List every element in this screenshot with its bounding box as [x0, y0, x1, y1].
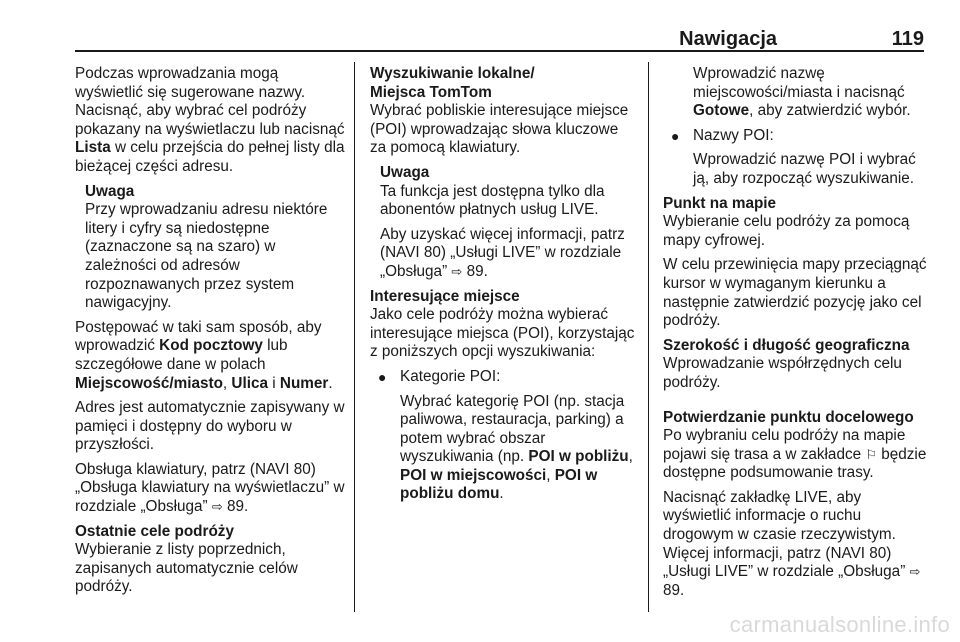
paragraph-coordinates: Wprowadzanie współrzędnych celu podróży. — [663, 355, 902, 391]
note-text: Ta funkcja jest dostępna tylko dla abonentów płatnych usług LIVE. — [380, 182, 605, 219]
heading-coordinates: Szerokość i długość geograficzna — [663, 336, 910, 354]
column-2 — [370, 65, 638, 510]
text: Aby uzyskać więcej informacji, patrz (NAVI 80) „Usługi LIVE” w rozdziale „Obsługa” — [380, 225, 625, 280]
text: Wprowadzić nazwę miejscowości/miasta i nacisnąć — [693, 65, 905, 101]
column-1 — [75, 65, 345, 603]
page-ref: 89. — [466, 262, 488, 280]
header-divider — [75, 50, 924, 52]
column-divider-2 — [648, 62, 649, 612]
text: Po wybraniu celu podróży na mapie pojawi się trasa a w zakładce — [663, 427, 906, 463]
text: . — [328, 374, 333, 392]
page-ref: 89. — [227, 498, 249, 516]
bullet-icon: ● — [671, 127, 680, 144]
text: Wybrać kategorię POI (np. stacja paliwowa, restauracja, parking) a potem wybrać obszar wyszukiwania (np. — [400, 392, 625, 466]
watermark: carmanualsonline.info — [729, 612, 950, 637]
bold-term: POI w miejscowości — [400, 466, 547, 484]
bold-term: POI w pobliżu — [528, 448, 629, 466]
page-number: 119 — [891, 28, 924, 50]
bullet-text — [370, 393, 638, 505]
bullet-title: Kategorie POI: — [400, 367, 501, 385]
note-text: Przy wprowadzaniu adresu niektóre litery i cyfry są niedostępne (zaznaczone są na szaro) w zależności od adresów rozpoznawanych przez system nawigacyjny. — [85, 201, 328, 312]
page-ref-arrow-icon: ⇨ — [211, 499, 223, 515]
paragraph-poi: Jako cele podróży można wybierać interesujące miejsca (POI), korzystając z poniższych opcji wyszukiwania: — [370, 306, 635, 361]
text: , aby zatwierdzić wybór. — [749, 102, 911, 120]
flag-icon: ⚐ — [865, 446, 878, 462]
note-text-2 — [380, 226, 638, 282]
text: , — [222, 374, 232, 392]
bold-term-lista: Lista — [75, 139, 111, 157]
heading-recent-destinations: Ostatnie cele podróży — [75, 522, 234, 540]
page-section-title: Nawigacja — [679, 28, 777, 50]
paragraph-postal — [75, 319, 345, 393]
bold-term: POI w pobliżu domu — [400, 466, 598, 503]
paragraph-keyboard — [75, 461, 345, 517]
page-ref: 89. — [663, 581, 685, 599]
paragraph-map: Wybieranie celu podróży za pomocą mapy cyfrowej. — [663, 213, 910, 249]
heading-confirm: Potwierdzanie punktu docelowego — [663, 408, 914, 426]
text: . — [499, 485, 504, 503]
text: Podczas wprowadzania mogą wyświetlić się sugerowane nazwy. Nacisnąć, aby wybrać cel podróży pokazany na wyświetlaczu lub nacisnąć — [75, 65, 345, 138]
note-heading: Uwaga — [380, 163, 430, 181]
bold-term: Numer — [279, 374, 329, 392]
paragraph-local-search: Wybrać pobliskie interesujące miejsce (POI) wprowadzając słowa kluczowe za pomocą klawiatury. — [370, 102, 629, 157]
bullet-text-continued — [663, 65, 928, 121]
paragraph-recent: Wybieranie z listy poprzednich, zapisanych automatycznie celów podróży. — [75, 541, 298, 596]
bullet-icon: ● — [378, 368, 387, 385]
heading-map-point: Punkt na mapie — [663, 194, 777, 212]
column-3 — [663, 65, 928, 606]
paragraph-autosave: Adres jest automatycznie zapisywany w pamięci i dostępny do wyboru w przyszłości. — [75, 399, 345, 454]
bold-term: Miejscowość/miasto — [75, 374, 223, 392]
paragraph-map-scroll: W celu przewinięcia mapy przeciągnąć kursor w wymaganym kierunku a następnie zatwierdzić pozycję jako cel podróży. — [663, 256, 927, 330]
text: Postępować w taki sam sposób, aby wprowadzić — [75, 318, 322, 355]
text: Obsługa klawiatury, patrz (NAVI 80) „Obsługa klawiatury na wyświetlaczu” w rozdziale „Obsługa” — [75, 460, 345, 516]
bold-term-gotowe: Gotowe — [693, 102, 750, 120]
heading-poi: Interesujące miejsce — [370, 287, 520, 305]
page-ref-arrow-icon: ⇨ — [451, 263, 463, 279]
text: , — [546, 466, 555, 484]
note-heading: Uwaga — [85, 182, 135, 200]
text: będzie dostępne podsumowanie trasy. — [663, 445, 927, 482]
bold-term: Kod pocztowy — [159, 337, 263, 355]
note-box — [85, 183, 345, 313]
text: , — [628, 448, 633, 466]
paragraph-suggestions — [75, 65, 345, 177]
heading-local-search-2: Miejsca TomTom — [370, 83, 492, 101]
note-box — [380, 164, 638, 282]
bullet-title: Nazwy POI: — [693, 126, 774, 144]
text: Nacisnąć zakładkę LIVE, aby wyświetlić informacje o ruchu drogowym w czasie rzeczywistym. Więcej informacji, patrz (NAVI 80) „Usługi LIVE” w rozdziale „Obsługa” — [663, 488, 910, 581]
page-ref-arrow-icon: ⇨ — [909, 564, 921, 580]
bold-term: Ulica — [231, 374, 268, 392]
bullet-text: Wprowadzić nazwę POI i wybrać ją, aby rozpocząć wyszukiwanie. — [693, 151, 916, 187]
column-divider-1 — [354, 62, 355, 612]
heading-local-search: Wyszukiwanie lokalne/ — [370, 65, 535, 82]
list-item — [663, 127, 928, 146]
text: i — [267, 374, 280, 392]
list-item — [370, 368, 638, 387]
text: lub szczegółowe dane w polach — [75, 337, 288, 373]
text: w celu przejścia do pełnej listy dla bieżącej części adresu. — [75, 139, 345, 175]
paragraph-live — [663, 489, 928, 601]
paragraph-confirm — [663, 427, 928, 483]
